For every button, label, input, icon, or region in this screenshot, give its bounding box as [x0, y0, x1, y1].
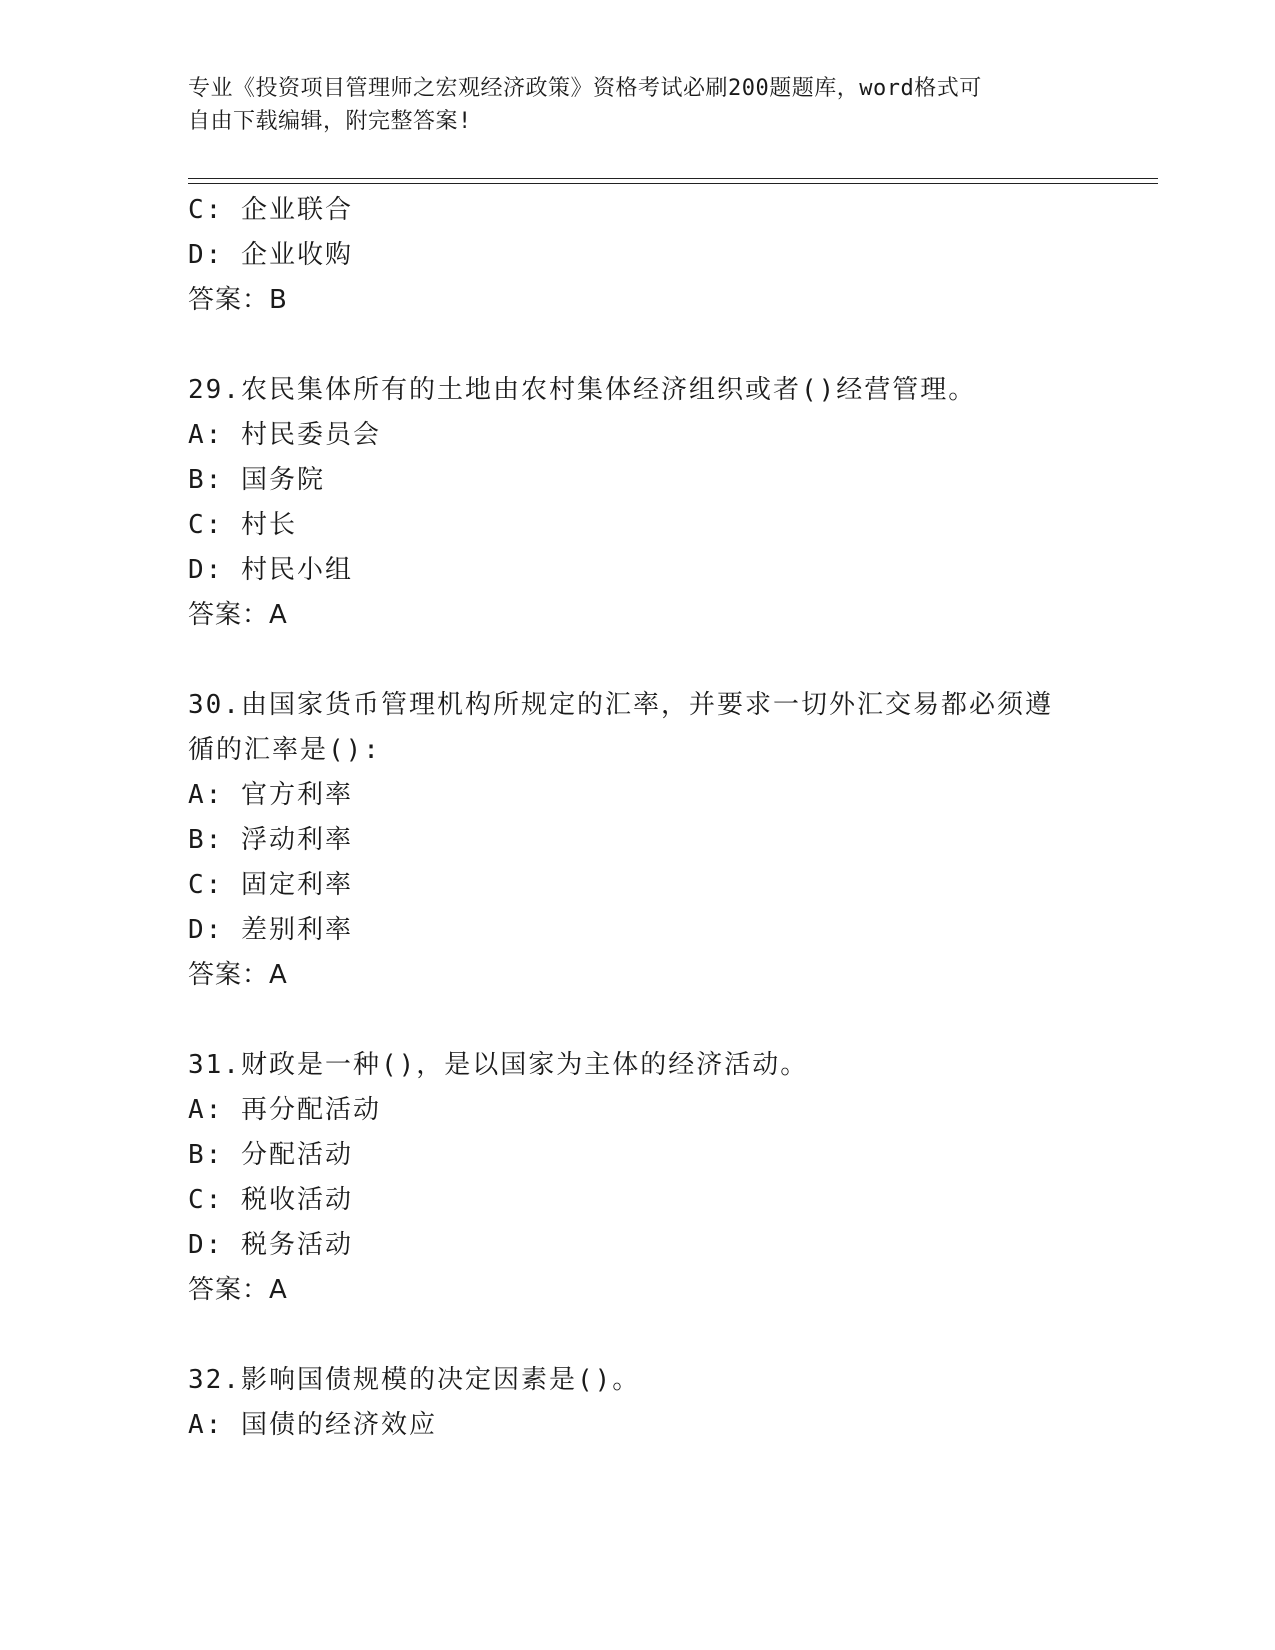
question-31-answer: 答案：A: [188, 1275, 288, 1305]
question-29-option-b: B: 国务院: [188, 465, 325, 495]
question-30-text-line-2: 循的汇率是():: [188, 735, 381, 765]
question-29-option-d: D: 村民小组: [188, 555, 353, 585]
document-header: [188, 72, 1068, 138]
prev-question-option-d: D: 企业收购: [188, 240, 353, 270]
question-29-option-a: A: 村民委员会: [188, 420, 381, 450]
question-30-answer: 答案：A: [188, 960, 288, 990]
question-30-option-c: C: 固定利率: [188, 870, 353, 900]
question-32-option-a: A: 国债的经济效应: [188, 1410, 437, 1440]
question-30-option-b: B: 浮动利率: [188, 825, 353, 855]
question-30-option-a: A: 官方利率: [188, 780, 353, 810]
question-29-text: 29.农民集体所有的土地由农村集体经济组织或者()经营管理。: [188, 375, 977, 405]
header-line-2: 自由下载编辑，附完整答案!: [188, 109, 472, 134]
question-31-option-c: C: 税收活动: [188, 1185, 353, 1215]
question-31-option-a: A: 再分配活动: [188, 1095, 381, 1125]
header-line-1: 专业《投资项目管理师之宏观经济政策》资格考试必刷200题题库，word格式可: [188, 76, 982, 101]
question-29-option-c: C: 村长: [188, 510, 297, 540]
question-30-option-d: D: 差别利率: [188, 915, 353, 945]
prev-question-option-c: C: 企业联合: [188, 195, 353, 225]
question-30-text-line-1: 30.由国家货币管理机构所规定的汇率，并要求一切外汇交易都必须遵: [188, 690, 1053, 720]
prev-question-answer: 答案：B: [188, 285, 288, 315]
header-divider-bottom: [188, 183, 1158, 184]
question-32-text: 32.影响国债规模的决定因素是()。: [188, 1365, 641, 1395]
question-31-option-d: D: 税务活动: [188, 1230, 353, 1260]
header-divider-top: [188, 178, 1158, 179]
question-31-text: 31.财政是一种()，是以国家为主体的经济活动。: [188, 1050, 809, 1080]
question-29-answer: 答案：A: [188, 600, 288, 630]
question-31-option-b: B: 分配活动: [188, 1140, 353, 1170]
